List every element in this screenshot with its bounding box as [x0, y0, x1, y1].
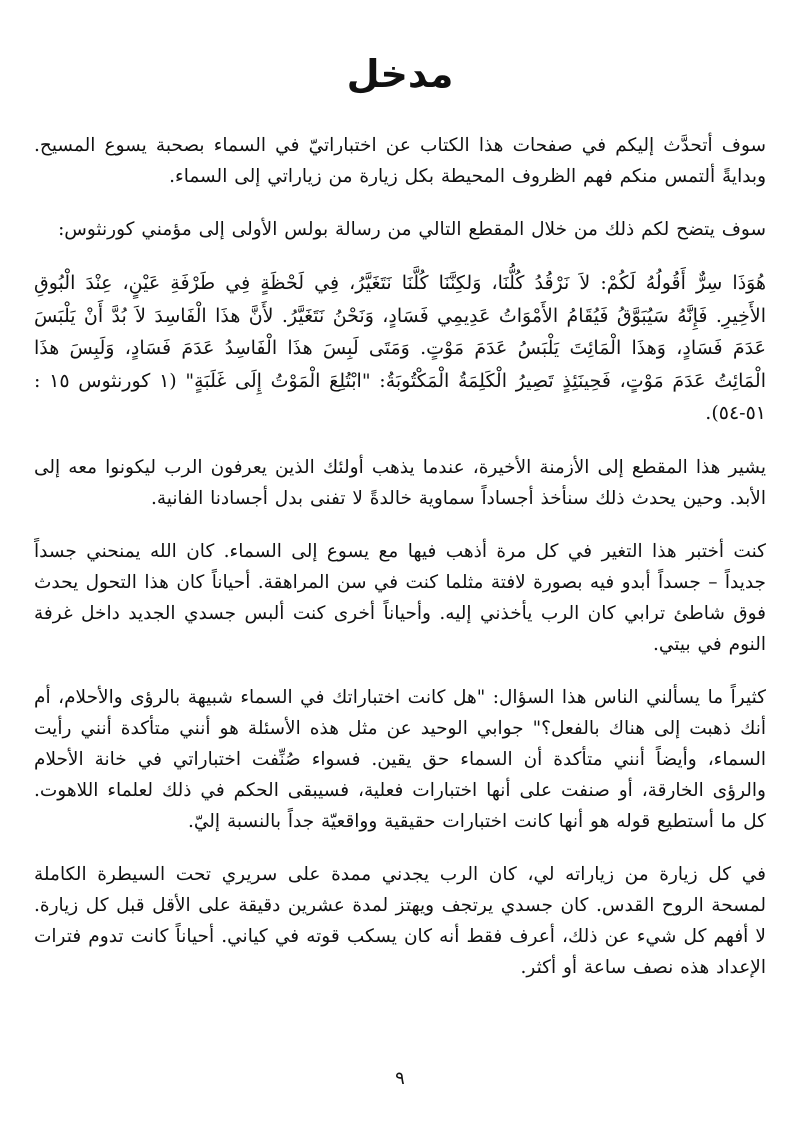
- paragraph-end-times: يشير هذا المقطع إلى الأزمنة الأخيرة، عندما يذهب أولئك الذين يعرفون الرب ليكونوا معه إلى الأبد. وحين يحدث ذلك سنأخذ أجساداً سماوية خالدةً لا تفنى بدل أجسادنا الفانية.: [34, 456, 766, 509]
- paragraph-visits: في كل زيارة من زياراته لي، كان الرب يجدني ممدة على سريري تحت السيطرة الكاملة لمسحة الروح القدس. كان جسدي يرتجف ويهتز لمدة عشرين دقيقة على الأقل قبل كل زيارة. لا أفهم كل شيء عن ذلك، أعرف فقط أنه كان يسكب قوته في كياني. أحياناً كانت تدوم فترات الإعداد هذه نصف ساعة أو أكثر.: [34, 863, 766, 978]
- paragraph-visions-question: كثيراً ما يسألني الناس هذا السؤال: "هل كانت اختباراتك في السماء شبيهة بالرؤى والأحلام، أم أنك ذهبت إلى هناك بالفعل؟" جوابي الوحيد عن مثل هذه الأسئلة هو أنني متأكدة أنني رأيت السماء، وأيضاً أنني متأكدة أن السماء حق يقين. فسواء صُنِّفت اختباراتي في خانة الأحلام والرؤى الخارقة، أو صنفت على أنها اختبارات فعلية، فسيبقى الحكم في ذلك لعلماء اللاهوت. كل ما أستطيع قوله هو أنها كانت اختبارات حقيقية وواقعيّة جداً بالنسبة إليّ.: [34, 686, 766, 832]
- document-page: [34, 0, 766, 1129]
- page-number: ٩: [395, 1068, 405, 1089]
- paragraph-intro: سوف أتحدَّث إليكم في صفحات هذا الكتاب عن اختباراتيّ في السماء بصحبة يسوع المسيح. وبدايةً ألتمس منكم فهم الظروف المحيطة بكل زيارة من زياراتي إلى السماء.: [34, 135, 766, 187]
- paragraph-transformation: كنت أختبر هذا التغير في كل مرة أذهب فيها مع يسوع إلى السماء. كان الله يمنحني جسداً جديداً – جسداً أبدو فيه بصورة لافتة مثلما كنت في سن المراهقة. أحياناً كان هذا التحول يحدث فوق شاطئ ترابي كان الرب يأخذني إليه. وأحياناً أخرى كنت ألبس جسدي الجديد داخل غرفة النوم في بيتي.: [34, 540, 766, 655]
- paragraph-scripture-lead: سوف يتضح لكم ذلك من خلال المقطع التالي من رسالة بولس الأولى إلى مؤمني كورنثوس:: [58, 219, 766, 240]
- scripture-quote: هُوَذَا سِرٌّ أَقُولُهُ لَكُمْ: لاَ نَرْقُدُ كُلُّنَا، وَلكِنَّنَا كُلَّنَا نَتَغَيَّرُ، فِي لَحْظَةٍ فِي طَرْفَةِ عَيْنٍ، عِنْدَ الْبُوقِ الأَخِيرِ. فَإِنَّهُ سَيُبَوَّقُ فَيُقَامُ الأَمْوَاتُ عَدِيمِي فَسَادٍ، وَنَحْنُ نَتَغَيَّرُ. لأَنَّ هذَا الْفَاسِدَ لاَ بُدَّ أَنْ يَلْبَسَ عَدَمَ فَسَادٍ، وَهذَا الْمَائِتَ يَلْبَسُ عَدَمَ مَوْتٍ. وَمَتَى لَبِسَ هذَا الْفَاسِدُ عَدَمَ فَسَادٍ، وَلَبِسَ هذَا الْمَائِتُ عَدَمَ مَوْتٍ، فَحِينَئِذٍ تَصِيرُ الْكَلِمَةُ الْمَكْتُوبَةُ: "ابْتُلِعَ الْمَوْتُ إِلَى غَلَبَةٍ" (١ كورنثوس ١٥ : ٥١-٥٤).: [34, 272, 766, 424]
- page-title: مدخل: [346, 52, 454, 96]
